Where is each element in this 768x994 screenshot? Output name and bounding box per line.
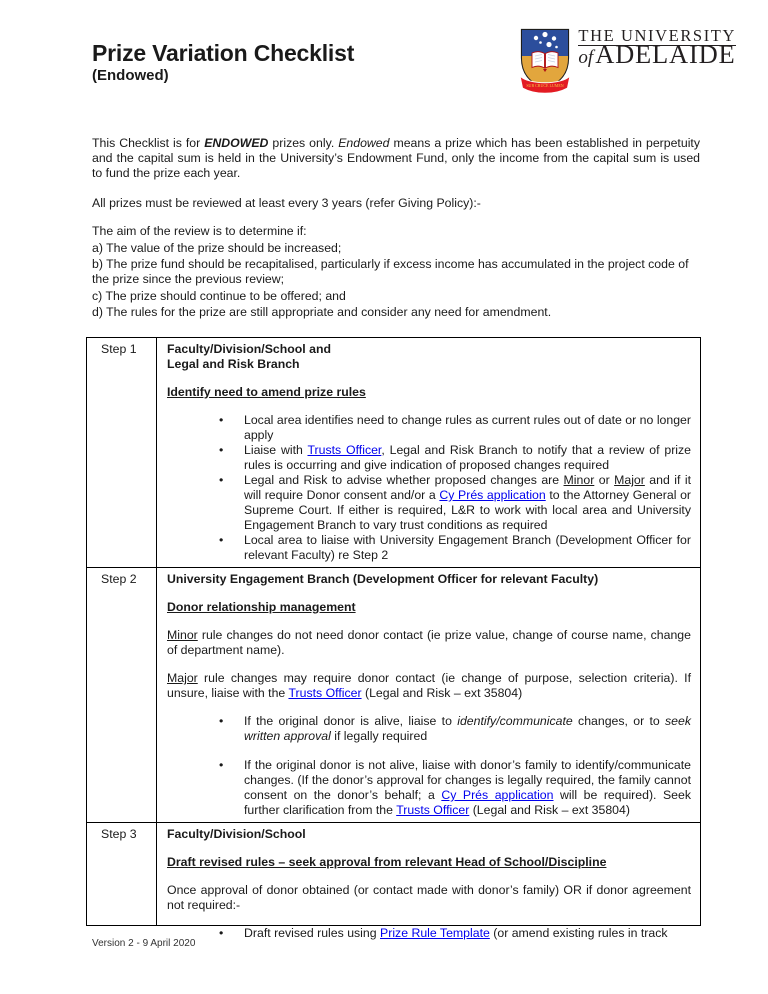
step-3-paragraph: Once approval of donor obtained (or contact made with donor’s family) OR if donor agreement not required:- [167, 883, 691, 912]
link-cy-pr-s-application[interactable]: Cy Prés application [441, 788, 554, 802]
university-logo [519, 28, 736, 96]
page-title: Prize Variation Checklist [92, 40, 355, 66]
link-trusts-officer[interactable]: Trusts Officer [288, 686, 362, 700]
step-2-label: Step 2 [87, 568, 157, 823]
list-item [167, 533, 691, 563]
text-run: identify/communicate [457, 714, 573, 728]
text-run: to the Attorney General or Supreme Court. If either is required, L&R to work with local area and University Engagement Branch to vary trust conditions as required [244, 488, 691, 532]
review-aim-list [92, 224, 700, 320]
text-run: This Checklist is for [92, 136, 205, 150]
text-run: Draft revised rules using [244, 926, 381, 940]
text-run: If the original donor is alive, liaise to [244, 714, 458, 728]
text-run: (Legal and Risk – ext 35804) [361, 686, 523, 700]
step-2-heading: University Engagement Branch (Development Officer for relevant Faculty) [167, 572, 599, 586]
list-item [167, 413, 691, 443]
logo-line2 [578, 39, 736, 69]
text-run: and if it will require Donor consent and/or a [244, 473, 691, 502]
step-3-content [157, 823, 701, 940]
step-3-bullet-list [167, 926, 691, 941]
step-1-bullet-list [167, 413, 691, 563]
text-run: Legal and Risk to advise whether proposed changes are [244, 473, 564, 487]
step-1-label: Step 1 [87, 338, 157, 568]
link-trusts-officer[interactable]: Trusts Officer [307, 443, 382, 457]
text-run: Major [167, 671, 198, 685]
steps-table-wrapper [86, 337, 700, 940]
aim-item-c: c) The prize should continue to be offered; and [92, 288, 346, 303]
step-1-heading-line-2: Legal and Risk Branch [167, 357, 300, 371]
text-run: rule changes do not need donor contact (ie prize value, change of course name, change of department name). [167, 628, 691, 657]
step-2-paragraph-minor [167, 628, 691, 658]
step-3-label: Step 3 [87, 823, 157, 926]
text-run: Major [614, 473, 645, 487]
step-3-clipped-content [167, 827, 691, 940]
text-run: means a prize which has been established in perpetuity and the capital sum is held in the University’s Endowment Fund, only the income from the capital sum is used to fund the prize each year. [92, 136, 700, 180]
text-run: or [594, 473, 615, 487]
logo-name: ADELAIDE [595, 39, 736, 69]
text-run: seek written approval [244, 714, 691, 743]
link-trusts-officer[interactable]: Trusts Officer [396, 803, 470, 817]
step-2-bullet-list [167, 714, 691, 818]
page-subtitle: (Endowed) [92, 67, 169, 84]
title-block [92, 40, 354, 85]
version-footer: Version 2 - 9 April 2020 [92, 938, 196, 949]
text-run: Local area identifies need to change rules as current rules out of date or no longer apply [244, 413, 691, 442]
intro-paragraph-1 [92, 136, 700, 181]
step-2-content [157, 568, 701, 823]
list-item [167, 926, 691, 941]
aim-item-b: b) The prize fund should be recapitalised, particularly if excess income has accumulated in the project code of the prize since the previous review; [92, 257, 689, 286]
text-run: Minor [167, 628, 198, 642]
text-run: rule changes may require donor contact (ie change of purpose, selection criteria). If unsure, liaise with the [167, 671, 691, 700]
text-run: If the original donor is not alive, liaise with donor’s family to identify/communicate changes. (If the donor’s approval for changes is legally required, the family cannot consent on the donor’s behalf; a [244, 758, 691, 802]
crest-motto-text: SUB CRUCE LUMEN [526, 83, 565, 88]
step-1-subheading: Identify need to amend prize rules [167, 385, 366, 399]
list-item [167, 714, 691, 744]
university-crest-icon [519, 28, 571, 96]
step-1-content [157, 338, 701, 568]
document-header [92, 26, 736, 96]
text-run: Minor [563, 473, 595, 487]
text-run: prizes only. [268, 136, 339, 150]
link-prize-rule-template[interactable]: Prize Rule Template [380, 926, 490, 940]
step-2-paragraph-major [167, 671, 691, 701]
step-3-heading: Faculty/Division/School [167, 827, 306, 841]
table-row-step-3 [87, 823, 701, 926]
text-run: changes, or to [572, 714, 666, 728]
list-item [167, 758, 691, 818]
text-run: , Legal and Risk Branch to notify that a review of prize rules is occurring and give indication of proposed changes required [244, 443, 692, 472]
step-2-subheading: Donor relationship management [167, 600, 356, 614]
steps-table [86, 337, 701, 940]
text-run: Liaise with [244, 443, 308, 457]
intro-section [92, 136, 700, 320]
logo-wordmark [578, 26, 736, 69]
aim-item-d: d) The rules for the prize are still appropriate and consider any need for amendment. [92, 305, 552, 319]
link-cy-pr-s-application[interactable]: Cy Prés application [439, 488, 546, 502]
step-1-heading-line-1: Faculty/Division/School and [167, 342, 331, 356]
text-run: Endowed [338, 136, 390, 150]
intro-paragraph-2: All prizes must be reviewed at least every 3 years (refer Giving Policy):- [92, 196, 481, 210]
text-run: (or amend existing rules in track [489, 926, 668, 940]
logo-of: of [578, 47, 594, 68]
list-item [167, 443, 691, 473]
logo-line1: THE UNIVERSITY [578, 26, 736, 45]
table-row-step-2 [87, 568, 701, 823]
text-run: ENDOWED [204, 136, 269, 150]
text-run: will be required). Seek further clarification from the [244, 788, 692, 817]
step-3-subheading: Draft revised rules – seek approval from relevant Head of School/Discipline [167, 855, 607, 869]
text-run: Local area to liaise with University Engagement Branch (Development Officer for relevant Faculty) re Step 2 [244, 533, 691, 562]
text-run: (Legal and Risk – ext 35804) [469, 803, 630, 817]
table-row-step-1 [87, 338, 701, 568]
text-run: if legally required [330, 729, 428, 743]
aim-intro-line: The aim of the review is to determine if: [92, 224, 307, 238]
list-item [167, 473, 691, 533]
aim-item-a: a) The value of the prize should be increased; [92, 240, 342, 255]
